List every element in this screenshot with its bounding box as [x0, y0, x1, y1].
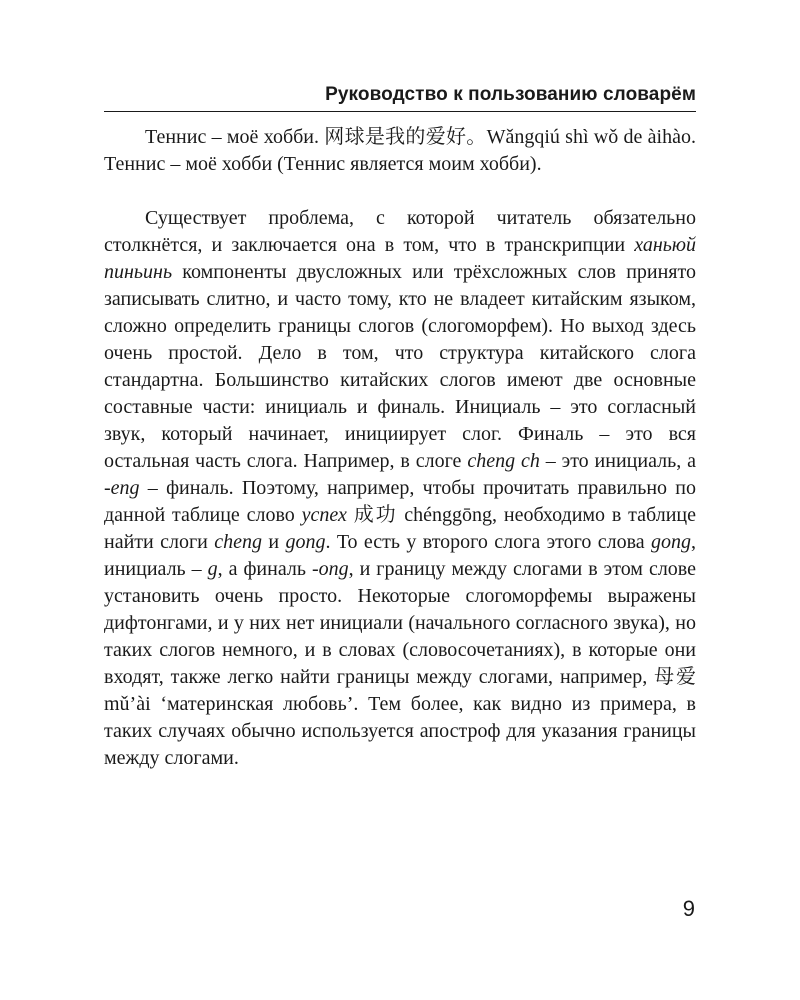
text-run: – это инициаль, а [539, 450, 696, 472]
text-run: 成功 chénggōng, необходимо в таблице найти слоги [104, 504, 696, 553]
italic-term: gong [651, 531, 691, 553]
header-rule [104, 111, 696, 112]
italic-term: -eng [104, 477, 140, 499]
text-run: и [262, 531, 286, 553]
page-number: 9 [682, 896, 695, 921]
text-run: , инициаль – [104, 531, 696, 580]
text-run: – финаль. Поэтому, например, чтобы прочитать правильно по данной таблице слово [104, 477, 696, 526]
text-run: Существует проблема, с которой читатель обязательно столкнётся, и заключается она в том, что в транскрипции [104, 207, 696, 256]
italic-term: gong [285, 531, 326, 553]
paragraph-2 [104, 205, 696, 772]
text-run: , и границу между слогами в этом слове установить очень просто. Некоторые слогоморфемы выражены дифтонгами, и у них нет инициали (начального согласного звука), но таких слогов немного, и в словах (словосочетаниях), в которые они входят, также легко найти границы между слогами, например, 母爱 mǔ’ài ‘материнская любовь’. Тем более, как видно из примера, в таких случаях обычно используется апостроф для указания границы между слогами. [104, 558, 696, 769]
text-run: , а финаль [217, 558, 312, 580]
text-run: . То есть у второго слога этого слова [325, 531, 651, 553]
italic-term: -ong [311, 558, 349, 580]
paragraph-1 [104, 124, 696, 178]
text-run: компоненты двусложных или трёхсложных слов принято записывать слитно, и часто тому, кто не владеет китайским языком, сложно определить границы слогов (слогоморфем). Но выход здесь очень простой. Дело в том, что структура китайского слога стандартна. Большинство китайских слогов имеют две основные составные части: инициаль и финаль. Инициаль – это согласный звук, который начинает, инициирует слог. Финаль – это вся остальная часть слога. Например, в слоге [104, 261, 696, 472]
italic-term: cheng [214, 531, 262, 553]
italic-term: g [207, 558, 218, 580]
page-header-title: Руководство к пользованию словарём [325, 84, 696, 105]
italic-term: успех [301, 504, 347, 526]
italic-term: cheng ch [467, 450, 540, 472]
italic-term: ханьюй пиньинь [104, 234, 696, 283]
text-run: Теннис – моё хобби. 网球是我的爱好。Wǎngqiú shì wǒ de àihào. Теннис – моё хобби (Теннис является моим хобби). [104, 126, 696, 175]
body-text [104, 124, 696, 772]
